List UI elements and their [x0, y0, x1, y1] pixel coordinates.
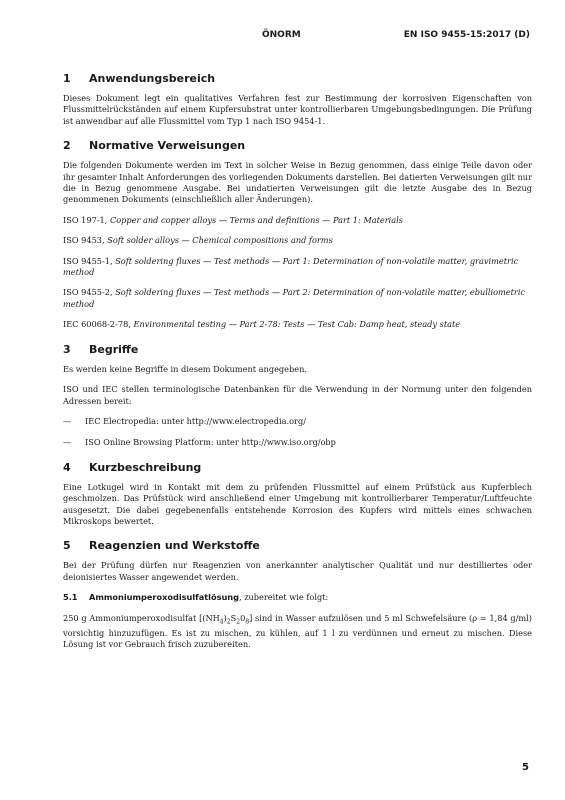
reference-code: ISO 9453, [63, 235, 105, 246]
dash-bullet: — [63, 415, 72, 426]
section-title: Normative Verweisungen [89, 139, 246, 153]
page-content [63, 72, 532, 662]
section-number: 2 [63, 139, 71, 153]
subsection-title: Ammoniumperoxodisulfatlösung [89, 592, 240, 603]
reference-title: Soft soldering fluxes — Test methods — Part 1: Determination of non-volatile matter, gravimetric method [63, 255, 519, 278]
reference-title: Soft soldering fluxes — Test methods — Part 2: Determination of non-volatile matter, ebulliometric method [63, 287, 526, 309]
reference-title: Soft solder alloys — Chemical compositions and forms [107, 235, 333, 246]
list-item-text: IEC Electropedia: unter http://www.electropedia.org/ [85, 415, 306, 426]
page-number: 5 [522, 762, 529, 773]
reference-item [63, 256, 532, 279]
section-5 [63, 539, 532, 650]
section-2 [63, 139, 532, 330]
list-item [63, 416, 532, 427]
text-run: 250 g Ammoniumperoxodisulfat [(NH [63, 612, 220, 623]
section-4-heading [63, 461, 532, 474]
section-1 [63, 72, 532, 127]
section-4 [63, 461, 532, 528]
section-5-heading [63, 539, 532, 552]
dash-bullet: — [63, 437, 72, 448]
reference-code: IEC 60068-2-78, [63, 319, 131, 330]
section-3-heading [63, 343, 532, 356]
text-run: ) [223, 612, 227, 623]
reference-title: Environmental testing — Part 2-78: Tests — Test Cab: Damp heat, steady state [133, 319, 461, 330]
text-run: S [230, 612, 237, 623]
reference-item [63, 215, 532, 226]
header-publisher: ÖNORM [262, 30, 301, 40]
section-number: 3 [63, 342, 71, 356]
reference-item [63, 235, 532, 246]
subsection-number: 5.1 [63, 592, 78, 603]
section-number: 5 [63, 539, 71, 553]
reference-item [63, 319, 532, 330]
section-3-text-1: Es werden keine Begriffe in diesem Dokument angegeben. [63, 363, 307, 374]
section-3 [63, 343, 532, 449]
section-title: Kurzbeschreibung [89, 460, 202, 474]
subscript: 2 [226, 618, 231, 626]
section-1-text: Dieses Dokument legt ein qualitatives Verfahren fest zur Bestimmung der korrosiven Eigenschaften von Flussmittelrückständen auf einem Kupfersubstrat unter kontrollierbaren Umgebungsbedingungen. Die Prüfung ist anwendbar auf alle Flussmittel vom Typ 1 nach ISO 9454-1. [63, 93, 532, 126]
section-title: Begriffe [89, 342, 139, 356]
header-standard-number: EN ISO 9455-15:2017 (D) [403, 30, 530, 40]
page-header [0, 30, 565, 46]
subscript: 2 [236, 618, 241, 626]
text-run: ] sind in Wasser aufzulösen und 5 ml Schwefelsäure (ρ = 1,84 g/ml) vorsichtig hinzuzufügen. Es ist zu mischen, zu kühlen, auf 1 l zu verdünnen und erneut zu mischen. Diese Lösung ist vor Gebrauch frisch zuzubereiten. [63, 612, 532, 650]
subsection-5-1-heading [63, 592, 532, 603]
section-3-text-2: ISO und IEC stellen terminologische Datenbanken für die Verwendung in der Normung unter den folgenden Adressen bereit: [63, 384, 532, 406]
reference-code: ISO 9455-1, [63, 255, 113, 266]
subsection-suffix: , zubereitet wie folgt: [239, 592, 329, 603]
section-title: Anwendungsbereich [89, 72, 216, 85]
text-run: 0 [240, 612, 246, 623]
list-item [63, 437, 532, 448]
section-1-heading [63, 72, 532, 85]
list-item-text: ISO Online Browsing Platform: unter http://www.iso.org/obp [85, 437, 336, 448]
subsection-5-1-text [63, 613, 532, 651]
section-2-text: Die folgenden Dokumente werden im Text in solcher Weise in Bezug genommen, dass einige Teile davon oder ihr gesamter Inhalt Anforderungen des vorliegenden Dokuments darstellen. Bei datierten Verweisungen gilt nur die in Bezug genommene Ausgabe. Bei undatierten Verweisungen gilt die letzte Ausgabe des in Bezug genommenen Dokuments (einschließlich aller Änderungen). [63, 160, 532, 205]
section-2-heading [63, 139, 532, 152]
section-title: Reagenzien und Werkstoffe [89, 539, 260, 553]
section-number: 4 [63, 460, 71, 474]
reference-item [63, 287, 532, 310]
section-4-text: Eine Lotkugel wird in Kontakt mit dem zu prüfenden Flussmittel auf einem Prüfstück aus Kupferblech geschmolzen. Das Prüfstück wird anschließend einer Umgebung mit kontrollierbarer Temperatur/Luftfeuchte ausgesetzt. Die dabei gegebenenfalls entstehende Korrosion des Kupfers wird mittels eines schwachen Mikroskops bewertet. [63, 481, 532, 526]
section-number: 1 [63, 72, 71, 85]
section-5-text: Bei der Prüfung dürfen nur Reagenzien von anerkannter analytischer Qualität und nur destilliertes oder deionisiertes Wasser angewendet werden. [63, 560, 532, 582]
reference-code: ISO 9455-2, [63, 287, 113, 298]
reference-code: ISO 197-1, [63, 214, 108, 225]
subscript: 4 [219, 618, 224, 626]
reference-title: Copper and copper alloys — Terms and definitions — Part 1: Materials [109, 214, 403, 225]
subscript: 8 [245, 618, 250, 626]
